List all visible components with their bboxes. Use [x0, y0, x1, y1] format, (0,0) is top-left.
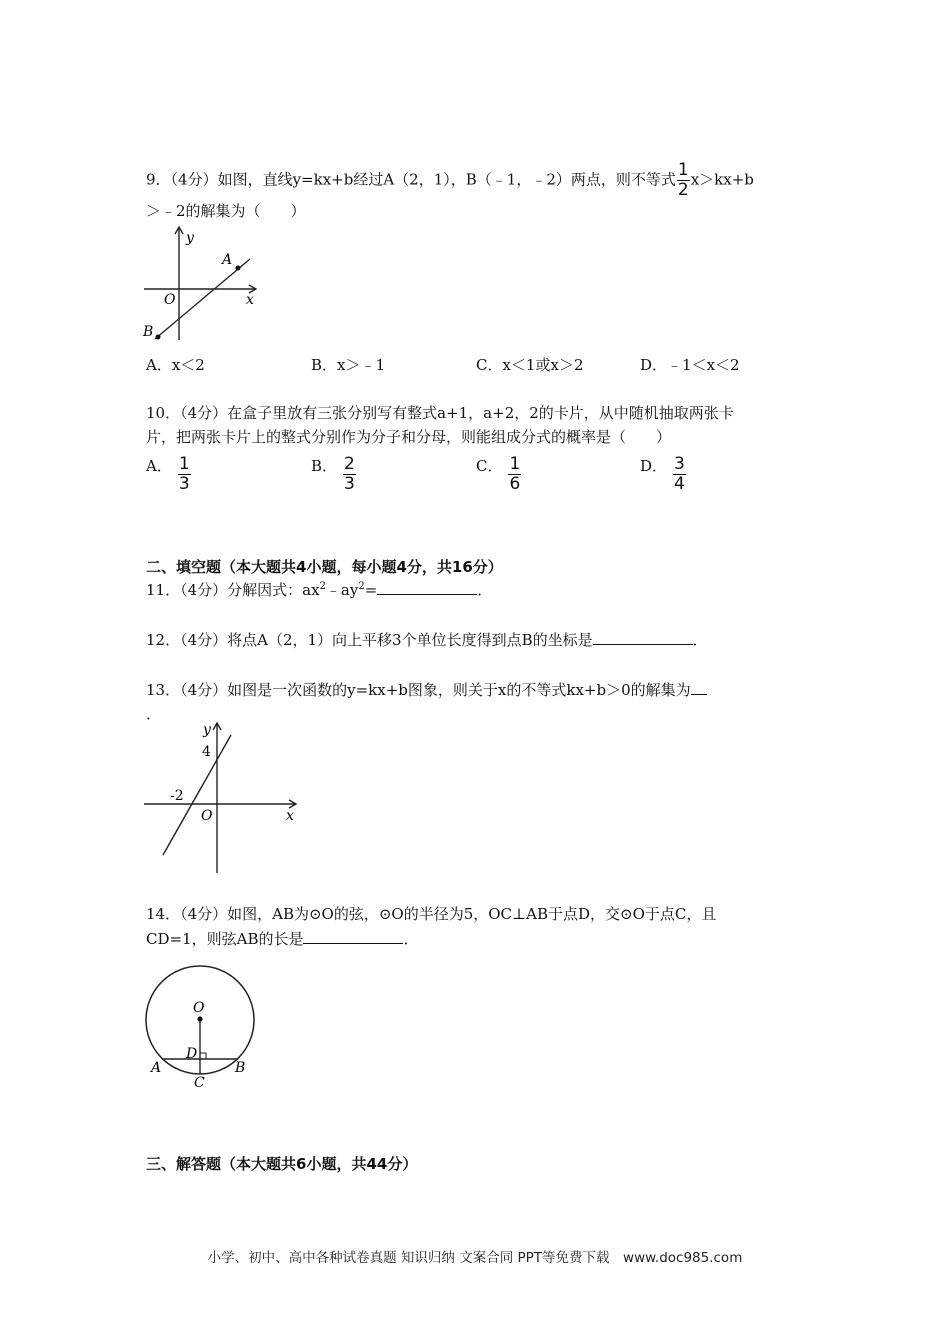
- q9-line1: [146, 161, 754, 200]
- q10-option-c: [476, 455, 521, 494]
- q14-line2-pre: CD=1，则弦AB的长是: [146, 930, 304, 948]
- q9-frac-den: 2: [677, 180, 689, 200]
- q13-label-o: O: [201, 808, 213, 824]
- q13-end: ．: [146, 705, 162, 723]
- q11-post: =: [364, 581, 378, 599]
- q13-text: 13．（4分）如图是一次函数的y=kx+b图象，则关于x的不等式kx+b＞0的解集为: [146, 681, 691, 699]
- page-footer: 小学、初中、高中各种试卷真题 知识归纳 文案合同 PPT等免费下载 www.doc985.com: [207, 1250, 743, 1266]
- q10-option-d-label: D．: [640, 457, 668, 475]
- q13-label-four: 4: [202, 744, 211, 760]
- q9-label-o: O: [164, 292, 176, 308]
- q9-option-d: D．﹣1＜x＜2: [640, 356, 740, 374]
- section-3-heading: 三、解答题（本大题共6小题，共44分）: [146, 1155, 418, 1173]
- q10-option-a: [146, 455, 191, 494]
- q10-d-num: 3: [674, 454, 685, 474]
- q9-line1-post: x＞kx+b: [690, 170, 754, 189]
- q10-option-b-label: B．: [311, 457, 338, 475]
- q10-line1: 10．（4分）在盒子里放有三张分别写有整式a+1，a+2，2的卡片，从中随机抽取两张卡: [146, 404, 734, 422]
- q9-option-c: C．x＜1或x＞2: [476, 356, 584, 374]
- q9-figure: [140, 222, 265, 347]
- q10-d-den: 4: [674, 474, 685, 494]
- q14-right-angle-mark: [200, 1053, 206, 1059]
- q10-option-b: [311, 455, 356, 494]
- q9-option-a: A．x＜2: [146, 356, 205, 374]
- q14-end: ．: [403, 930, 419, 948]
- q12: [146, 628, 708, 652]
- q14-figure: [140, 962, 270, 1092]
- q13-answer-blank[interactable]: [691, 680, 707, 695]
- q9-option-b: B．x＞﹣1: [311, 356, 386, 374]
- q10-option-b-frac: [343, 455, 356, 494]
- q11-mid: ﹣ay: [325, 581, 359, 599]
- q11: [146, 578, 492, 602]
- q11-answer-blank[interactable]: [377, 580, 477, 595]
- q12-end: ．: [692, 631, 708, 649]
- q11-pre: 11．（4分）分解因式：ax: [146, 581, 320, 599]
- q9-label-a: A: [222, 252, 233, 268]
- q9-label-b: B: [143, 324, 154, 340]
- q9-label-x: x: [246, 292, 254, 308]
- q13-figure: [140, 718, 305, 878]
- q13-label-neg2: -2: [170, 788, 184, 804]
- q14-answer-blank[interactable]: [303, 929, 403, 944]
- q10-option-a-frac: [178, 455, 191, 494]
- q10-a-den: 3: [178, 474, 190, 494]
- q9-label-y: y: [186, 230, 194, 246]
- q10-b-den: 3: [344, 474, 355, 494]
- q10-option-d-frac: [673, 455, 686, 494]
- q9-point-b: [156, 335, 161, 340]
- q9-frac-num: 1: [677, 160, 689, 180]
- q13-label-y: y: [203, 722, 211, 738]
- q10-option-d: [640, 455, 686, 494]
- q11-sup1: 2: [319, 581, 326, 592]
- q13-label-x: x: [286, 808, 294, 824]
- q12-answer-blank[interactable]: [593, 630, 693, 645]
- q14-center-point: [197, 1016, 202, 1021]
- q9-line2: ＞﹣2的解集为（ ）: [146, 202, 306, 220]
- q14-label-b: B: [235, 1060, 246, 1076]
- q14-label-a: A: [151, 1060, 162, 1076]
- q14-label-o: O: [193, 1000, 205, 1016]
- q12-text: 12．（4分）将点A（2，1）向上平移3个单位长度得到点B的坐标是: [146, 631, 593, 649]
- q14-label-d: D: [186, 1046, 198, 1062]
- q10-option-a-label: A．: [146, 457, 172, 475]
- q14-label-c: C: [194, 1075, 205, 1091]
- q9-line1-pre: 9．（4分）如图，直线y=kx+b经过A（2，1），B（﹣1，﹣2）两点，则不等式: [146, 170, 676, 189]
- q14-line2: [146, 927, 419, 951]
- q10-option-c-frac: [508, 455, 521, 494]
- q14-line1: 14．（4分）如图，AB为⊙O的弦，⊙O的半径为5，OC⊥AB于点D，交⊙O于点C，且: [146, 905, 717, 923]
- q11-end: ．: [477, 581, 493, 599]
- q9-point-a: [236, 266, 241, 271]
- q10-a-num: 1: [178, 454, 190, 474]
- q10-b-num: 2: [344, 454, 355, 474]
- q10-line2: 片，把两张卡片上的整式分别作为分子和分母，则能组成分式的概率是（ ）: [146, 428, 672, 446]
- q11-sup2: 2: [358, 581, 365, 592]
- q13: [146, 678, 707, 702]
- q10-c-den: 6: [509, 474, 521, 494]
- q10-option-c-label: C．: [476, 457, 503, 475]
- q9-fraction: [677, 161, 690, 200]
- section-2-heading: 二、填空题（本大题共4小题，每小题4分，共16分）: [146, 558, 503, 576]
- q10-c-num: 1: [509, 454, 521, 474]
